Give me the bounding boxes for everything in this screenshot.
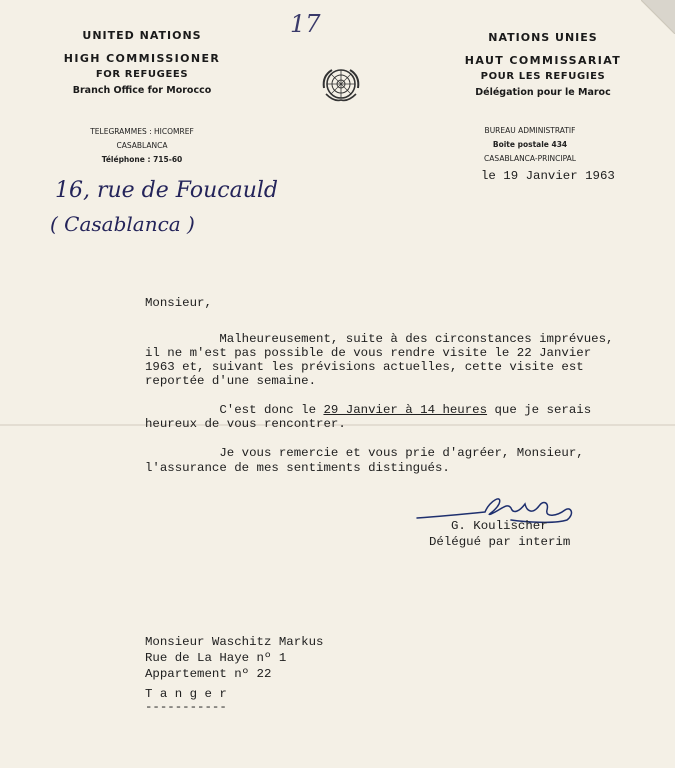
paragraph-3-line-1: Je vous remercie et vous prie d'agréer, Monsieur, (145, 446, 584, 460)
meeting-date: 29 Janvier à 14 heures (323, 403, 488, 417)
delegation: Délégation pour le Maroc (475, 87, 611, 98)
org-subtitle-en: FOR REFUGEES (95, 69, 189, 80)
handwritten-page-number: 17 (290, 10, 321, 38)
telegrams: TELEGRAMMES : HICOMREF (90, 127, 194, 136)
contact-block-right (468, 124, 592, 166)
recipient-apartment: Appartement nº 22 (145, 667, 272, 681)
telephone: Téléphone : 715-60 (101, 155, 183, 164)
bureau: BUREAU ADMINISTRATIF (484, 126, 576, 135)
paragraph-1-line-4: reportée d'une semaine. (145, 374, 317, 388)
recipient-name: Monsieur Waschitz Markus (145, 635, 324, 649)
handwritten-city: ( Casablanca ) (50, 212, 195, 236)
un-emblem-icon (320, 66, 362, 104)
paragraph-2-intro: C'est donc le (145, 403, 324, 417)
paragraph-2-line-1 (145, 403, 591, 417)
postal-box: Boite postale 434 (492, 140, 568, 149)
folded-corner (641, 0, 675, 34)
org-title-en: HIGH COMMISSIONER (63, 52, 221, 65)
paragraph-2-end: que je serais (487, 403, 592, 417)
city-left: CASABLANCA (116, 141, 168, 150)
contact-block-left (62, 125, 222, 167)
signatory-name: G. Koulischer (451, 519, 548, 533)
org-name-en: UNITED NATIONS (82, 29, 202, 42)
recipient-city: T a n g e r (145, 687, 227, 701)
salutation: Monsieur, (145, 296, 212, 310)
org-name-fr: NATIONS UNIES (488, 31, 598, 44)
letterhead-right (430, 30, 656, 100)
signatory-title: Délégué par interim (429, 535, 571, 549)
letter-date: le 19 Janvier 1963 (481, 169, 615, 183)
branch-office: Branch Office for Morocco (72, 85, 212, 96)
paragraph-1-line-3: 1963 et, suivant les prévisions actuelles, cette visite est (145, 360, 584, 374)
letterhead-left (30, 28, 254, 98)
recipient-city-rule: ----------- (145, 700, 227, 714)
handwritten-address: 16, rue de Foucauld (55, 178, 278, 203)
paragraph-3-line-2: l'assurance de mes sentiments distingués. (145, 461, 450, 475)
recipient-street: Rue de La Haye nº 1 (145, 651, 287, 665)
org-title-fr: HAUT COMMISSARIAT (464, 54, 622, 67)
paragraph-2-line-2: heureux de vous rencontrer. (145, 417, 346, 431)
paragraph-1-line-1: Malheureusement, suite à des circonstances imprévues, (145, 332, 614, 346)
paragraph-1-line-2: il ne m'est pas possible de vous rendre visite le 22 Janvier (145, 346, 592, 360)
city-right: CASABLANCA-PRINCIPAL (484, 154, 576, 163)
org-subtitle-fr: POUR LES REFUGIES (480, 71, 606, 82)
